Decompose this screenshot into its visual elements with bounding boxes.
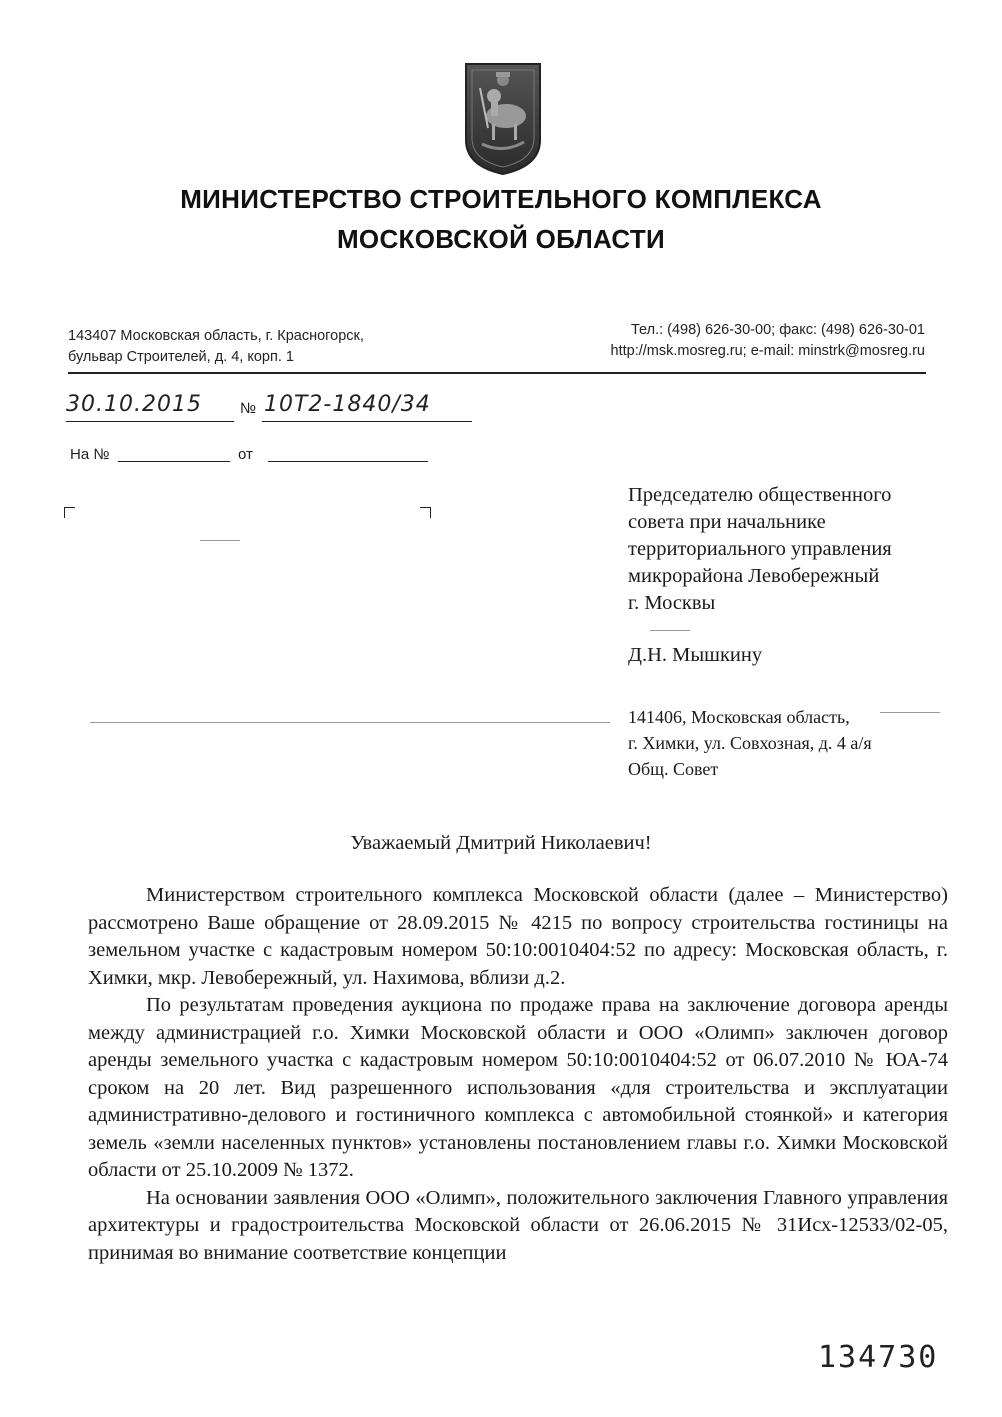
recipient-line: микрорайона Левобережный <box>628 565 880 587</box>
scan-artifact-line <box>650 630 690 631</box>
recipient-address-line: Общ. Совет <box>628 759 719 779</box>
scan-artifact-line <box>90 722 610 723</box>
recipient-line: г. Москвы <box>628 592 716 614</box>
recipient-block <box>628 482 892 617</box>
registration-number: 10Т2-1840/34 <box>264 392 431 417</box>
number-underline <box>262 421 472 422</box>
scan-artifact-line <box>880 712 940 713</box>
salutation: Уважаемый Дмитрий Николаевич! <box>350 832 652 854</box>
sender-address-line1: 143407 Московская область, г. Красногорск, <box>68 328 364 344</box>
recipient-address-line: 141406, Московская область, <box>628 707 850 727</box>
registration-date: 30.10.2015 <box>66 392 202 417</box>
sender-contacts <box>560 320 925 362</box>
sender-address <box>68 326 364 368</box>
body-paragraph: На основании заявления ООО «Олимп», положительного заключения Главного управления архитектуры и градостроительства Московской области от 26.06.2015 № 31Исх-12533/02-05, принимая во внимание соответствие концепции <box>88 1186 948 1264</box>
coat-of-arms-icon <box>458 58 548 178</box>
recipient-line: совета при начальнике <box>628 511 826 533</box>
ministry-subtitle: МОСКОВСКОЙ ОБЛАСТИ <box>336 224 666 254</box>
phone-fax-line: Тел.: (498) 626-30-00; факс: (498) 626-30-01 <box>630 322 925 338</box>
body-paragraph: Министерством строительного комплекса Московской области (далее – Министерство) рассмотрено Ваше обращение от 28.09.2015 № 4215 по вопросу строительства гостиницы на земельном участке с кадастровым номером 50:10:0010404:52 по адресу: Московская область, г. Химки, мкр. Левобережный, ул. Нахимова, вблизи д.2. <box>88 884 948 989</box>
reference-date-blank <box>268 461 428 462</box>
date-underline <box>66 421 234 422</box>
corner-mark-right <box>420 507 431 518</box>
reference-from-label: от <box>238 446 253 463</box>
registration-no-label: № <box>240 400 257 417</box>
body-paragraph: По результатам проведения аукциона по продаже права на заключение договора аренды между администрацией г.о. Химки Московской области и ООО «Олимп» заключен договор аренды земельного участка с кадастровым номером 50:10:0010404:52 от 06.07.2010 № ЮА-74 сроком на 20 лет. Вид разрешенного использования «для строительства и эксплуатации административно-делового и гостиничного комплекса с автомобильной стоянкой» и категория земель «земли населенных пунктов» установлены постановлением главы г.о. Химки Московской области от 25.10.2009 № 1372. <box>88 994 948 1181</box>
sender-address-line2: бульвар Строителей, д. 4, корп. 1 <box>68 349 294 365</box>
document-stamp-number: 134730 <box>818 1340 939 1375</box>
web-email-line: http://msk.mosreg.ru; e-mail: minstrk@mosreg.ru <box>610 343 925 359</box>
reference-number-blank <box>118 461 230 462</box>
recipient-name: Д.Н. Мышкину <box>628 644 763 666</box>
recipient-line: Председателю общественного <box>628 484 892 506</box>
corner-mark-left <box>64 507 75 518</box>
recipient-address <box>628 704 872 782</box>
letter-body <box>88 882 948 1267</box>
letterhead-divider <box>68 372 926 374</box>
reference-number-label: На № <box>70 446 110 463</box>
ministry-title: МИНИСТЕРСТВО СТРОИТЕЛЬНОГО КОМПЛЕКСА <box>180 184 822 214</box>
recipient-line: территориального управления <box>628 538 892 560</box>
scan-artifact-line <box>200 540 240 541</box>
recipient-address-line: г. Химки, ул. Совхозная, д. 4 а/я <box>628 733 872 753</box>
